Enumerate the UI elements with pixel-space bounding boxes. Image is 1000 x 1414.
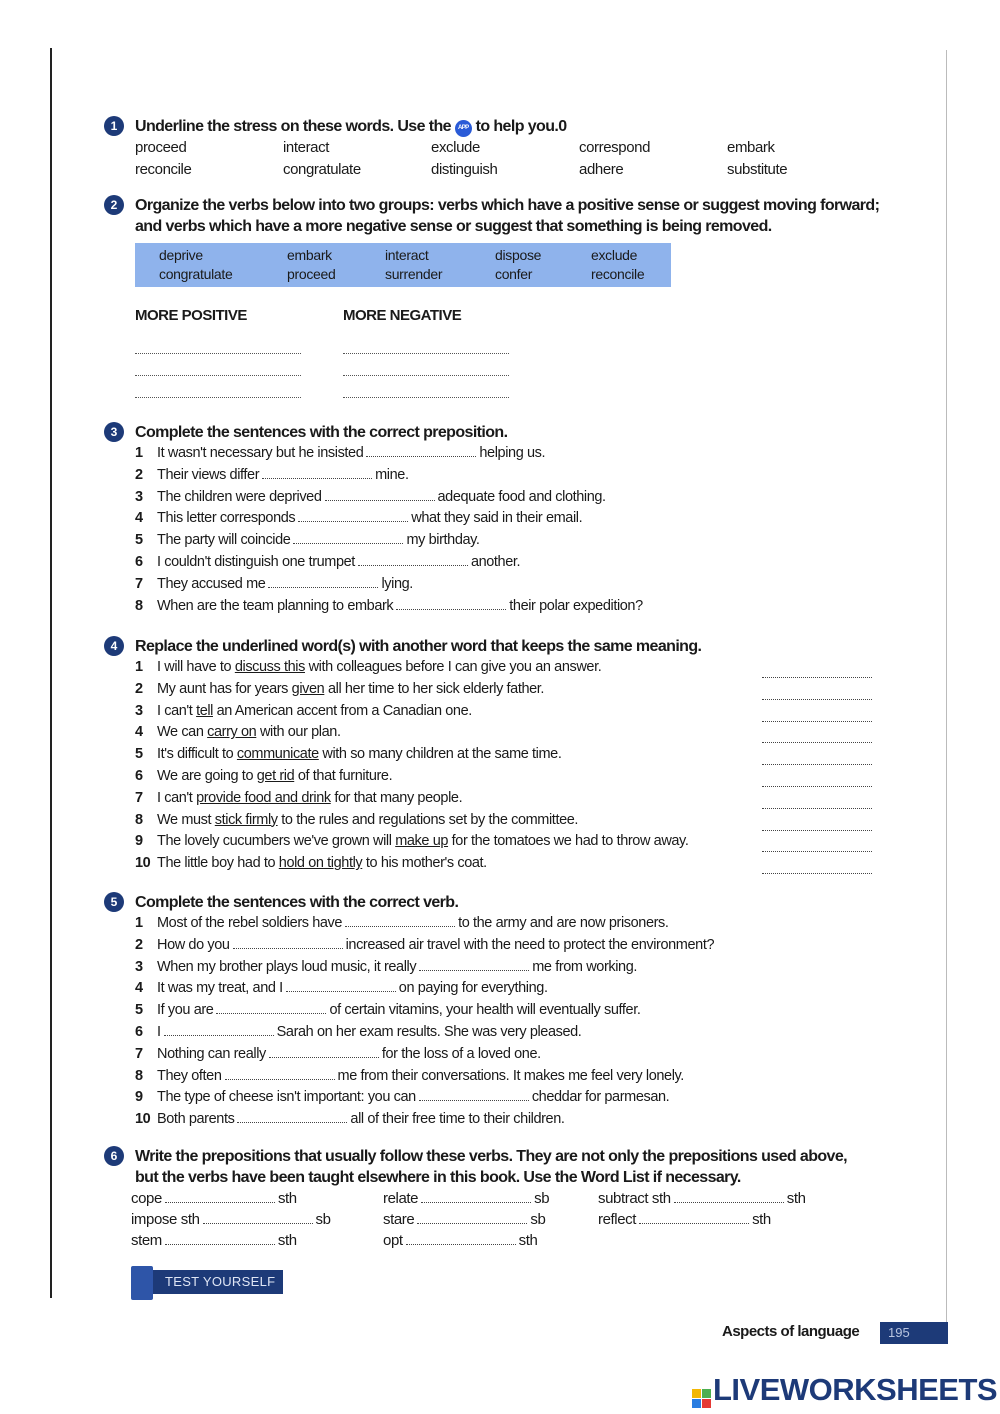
sentence-end: what they said in their email. (411, 510, 583, 527)
sentence-end: their polar expedition? (509, 597, 643, 614)
answer-line[interactable] (762, 687, 872, 700)
exercise-3 (104, 422, 884, 617)
sentence-item (135, 552, 884, 574)
answer-blank[interactable] (406, 1232, 516, 1245)
sentence-start: Both parents (157, 1111, 235, 1128)
sentence-end: with so many children at the same time. (318, 746, 562, 763)
underlined-phrase: discuss this (234, 659, 305, 675)
underlined-phrase: provide food and drink (196, 789, 331, 806)
sentence-item (135, 530, 884, 552)
item-number: 7 (135, 575, 143, 592)
sentence-item (135, 935, 884, 957)
answer-blank[interactable] (421, 1190, 531, 1203)
sentence-item (135, 722, 884, 744)
sentence-start: It wasn't necessary but he insisted (157, 445, 364, 461)
exercise-number: 6 (104, 1146, 124, 1166)
box-word: confer (495, 266, 533, 282)
answer-line[interactable] (762, 730, 872, 743)
sentence-end: my birthday. (406, 532, 480, 549)
sentence-end: to his mother's coat. (362, 855, 487, 872)
sentence-end: for that many people. (330, 789, 463, 806)
answer-line[interactable] (343, 376, 509, 398)
exercise-instruction: Replace the underlined word(s) with another word that keeps the same meaning. (135, 638, 702, 655)
answer-line[interactable] (762, 818, 872, 831)
sentence-start: The children were deprived (157, 488, 322, 505)
exercise-instruction: Complete the sentences with the correct preposition. (135, 424, 508, 441)
underlined-phrase: stick firmly (214, 811, 278, 828)
answer-blank[interactable] (417, 1211, 527, 1224)
item-number: 1 (135, 659, 143, 675)
sentence-start: When are the team planning to embark (157, 597, 394, 614)
verb: cope (131, 1190, 162, 1207)
item-number: 2 (135, 936, 143, 953)
sentence-item (135, 596, 884, 618)
sentence-item (135, 1022, 884, 1044)
sentence-end: me from their conversations. It makes me feel very lonely. (337, 1067, 684, 1084)
sentence-start: Their views differ (157, 466, 260, 483)
answer-blank[interactable] (216, 1001, 326, 1014)
sentence-item (135, 853, 884, 875)
sentence-end: of certain vitamins, your health will eventually suffer. (329, 1002, 641, 1019)
app-icon: APP (455, 120, 472, 137)
sentence-start: We are going to (157, 767, 257, 784)
right-border (946, 50, 947, 1330)
item-number: 5 (135, 746, 143, 763)
box-word: congratulate (159, 266, 233, 282)
verb-item (598, 1188, 858, 1209)
verb: reflect (598, 1211, 637, 1228)
sentence-item (135, 657, 884, 679)
sentence-start: We must (157, 811, 215, 828)
notebook-icon (131, 1266, 153, 1300)
answer-blank[interactable] (419, 958, 529, 971)
answer-blank[interactable] (293, 531, 403, 544)
sentence-start: They often (157, 1067, 222, 1084)
sentence-item (135, 1109, 884, 1131)
sentence-end: adequate food and clothing. (437, 488, 606, 505)
sentence-start: Nothing can really (157, 1045, 266, 1062)
sentence-item (135, 978, 884, 1000)
answer-line[interactable] (762, 796, 872, 809)
sentence-item (135, 1000, 884, 1022)
sentence-start: The party will coincide (157, 532, 291, 549)
exercise-4 (104, 636, 884, 875)
word: reconcile (135, 161, 192, 178)
object: sb (315, 1211, 331, 1228)
verb: stare (383, 1211, 415, 1228)
exercise-instruction: Write the prepositions that usually follow these verbs. They are not only the prepositions used above, but the verbs have been taught elsewhere in this book. Use the Word List if necessary. (135, 1148, 847, 1186)
underlined-phrase: get rid (256, 767, 295, 784)
item-number: 7 (135, 789, 143, 806)
answer-blank[interactable] (298, 509, 408, 522)
underlined-phrase: given (291, 680, 325, 697)
box-word: deprive (159, 247, 203, 263)
word: distinguish (431, 161, 498, 178)
answer-blank[interactable] (237, 1110, 347, 1123)
underlined-phrase: communicate (236, 746, 319, 763)
box-word: surrender (385, 266, 443, 282)
answer-blank[interactable] (225, 1067, 335, 1080)
verb-item (383, 1188, 598, 1209)
underlined-phrase: hold on tightly (278, 855, 363, 872)
negative-column (343, 307, 551, 398)
answer-blank[interactable] (325, 488, 435, 501)
verb-item (383, 1209, 598, 1230)
sentence-item (135, 574, 884, 596)
answer-line[interactable] (343, 332, 509, 354)
object: sb (530, 1211, 546, 1228)
answer-blank[interactable] (165, 1232, 275, 1245)
verb: impose sth (131, 1211, 200, 1228)
answer-line[interactable] (762, 861, 872, 874)
answer-blank[interactable] (165, 1190, 275, 1203)
object: sb (534, 1190, 550, 1207)
answer-line[interactable] (762, 709, 872, 722)
item-number: 7 (135, 1045, 143, 1062)
sentence-end: with our plan. (256, 724, 341, 741)
sentence-end: to the army and are now prisoners. (458, 915, 669, 931)
verb-item (598, 1209, 858, 1230)
liveworksheets-logo-icon (692, 1389, 711, 1408)
verb: relate (383, 1190, 419, 1207)
item-number: 5 (135, 1002, 143, 1019)
positive-column (135, 307, 343, 398)
object: sth (786, 1190, 806, 1207)
sentence-end: mine. (375, 466, 409, 483)
item-number: 9 (135, 833, 143, 850)
sentence-item (135, 1087, 884, 1109)
answer-blank[interactable] (419, 1088, 529, 1101)
item-number: 6 (135, 553, 143, 570)
item-number: 4 (135, 980, 143, 997)
item-number: 8 (135, 597, 143, 614)
word: substitute (727, 161, 788, 178)
sentence-end: cheddar for parmesan. (531, 1089, 670, 1106)
answer-blank[interactable] (366, 444, 476, 457)
sentence-end: on paying for everything. (398, 980, 548, 997)
box-word: exclude (591, 247, 638, 263)
item-number: 8 (135, 1067, 143, 1084)
exercise-instruction: Underline the stress on these words. Use the APP to help you.0 (135, 118, 567, 135)
word: exclude (431, 139, 480, 156)
exercise-instruction: Organize the verbs below into two groups: verbs which have a positive sense or suggest moving forward; and verbs which have a more negative sense or suggest that something is being removed. (135, 197, 880, 235)
left-border (50, 48, 52, 1298)
sentence-end: helping us. (479, 445, 546, 461)
answer-line[interactable] (762, 774, 872, 787)
sentence-start: My aunt has for years (157, 680, 292, 697)
sentence-item (135, 443, 884, 465)
word: correspond (579, 139, 651, 156)
underlined-phrase: make up (395, 833, 449, 850)
sentence-end: all of their free time to their children. (350, 1111, 565, 1128)
sentence-start: The lovely cucumbers we've grown will (157, 833, 396, 850)
object: sth (518, 1232, 538, 1249)
item-number: 4 (135, 510, 143, 527)
answer-blank[interactable] (358, 553, 468, 566)
exercise-1 (104, 116, 884, 181)
sentence-item (135, 701, 884, 723)
sentence-item (135, 957, 884, 979)
item-number: 9 (135, 1089, 143, 1106)
exercise-number: 2 (104, 195, 124, 215)
answer-line[interactable] (762, 665, 872, 678)
answer-blank[interactable] (164, 1023, 274, 1036)
sentence-start: How do you (157, 936, 230, 953)
item-number: 4 (135, 724, 143, 741)
box-word: dispose (495, 247, 542, 263)
sentence-start: Most of the rebel soldiers have (157, 915, 343, 931)
sentence-item (135, 508, 884, 530)
answer-line[interactable] (343, 354, 509, 376)
sentence-start: This letter corresponds (157, 510, 296, 527)
answer-blank[interactable] (268, 575, 378, 588)
sentence-start: I (157, 1023, 161, 1040)
answer-line[interactable] (135, 354, 301, 376)
sentence-end: an American accent from a Canadian one. (213, 702, 472, 719)
object: sth (277, 1190, 297, 1207)
sentence-end: with colleagues before I can give you an answer. (304, 659, 602, 675)
sentence-start: We can (157, 724, 208, 741)
sentence-start: The little boy had to (157, 855, 279, 872)
box-word: embark (287, 247, 332, 263)
item-number: 3 (135, 488, 143, 505)
object: sth (277, 1232, 297, 1249)
answer-line[interactable] (135, 376, 301, 398)
exercise-number: 4 (104, 636, 124, 656)
sentence-item (135, 465, 884, 487)
item-number: 10 (135, 1111, 151, 1128)
verb-item (383, 1230, 598, 1251)
answer-line[interactable] (762, 752, 872, 765)
verb: opt (383, 1232, 403, 1249)
sentence-end: lying. (381, 575, 413, 592)
object: sth (752, 1211, 771, 1228)
item-number: 3 (135, 702, 143, 719)
answer-blank[interactable] (233, 936, 343, 949)
item-number: 5 (135, 532, 143, 549)
answer-blank[interactable] (269, 1045, 379, 1058)
sentence-start: I can't (157, 702, 197, 719)
sentence-end: Sarah on her exam results. She was very pleased. (276, 1023, 582, 1040)
sentence-item (135, 1044, 884, 1066)
item-number: 8 (135, 811, 143, 828)
exercise-number: 1 (104, 116, 124, 136)
sentence-start: They accused me (157, 575, 266, 592)
answer-line[interactable] (762, 839, 872, 852)
sentence-end: for the loss of a loved one. (381, 1045, 541, 1062)
exercise-number: 5 (104, 892, 124, 912)
page-number: 195 (880, 1322, 948, 1344)
word-box (135, 243, 671, 287)
exercise-6 (104, 1146, 864, 1251)
answer-blank[interactable] (345, 914, 455, 927)
item-number: 1 (135, 445, 143, 461)
exercise-instruction: Complete the sentences with the correct verb. (135, 894, 459, 911)
item-number: 1 (135, 915, 143, 931)
answer-blank[interactable] (674, 1190, 784, 1203)
word: embark (727, 139, 775, 156)
verb: stem (131, 1232, 162, 1249)
exercise-5 (104, 892, 884, 1131)
column-heading: MORE POSITIVE (135, 307, 247, 324)
answer-blank[interactable] (286, 979, 396, 992)
sentence-start: I will have to (157, 659, 235, 675)
footer-section-title: Aspects of language (722, 1323, 860, 1340)
sentence-item (135, 679, 884, 701)
answer-blank[interactable] (262, 466, 372, 479)
test-yourself-banner: TEST YOURSELF (131, 1266, 283, 1298)
item-number: 3 (135, 958, 143, 975)
verb: subtract sth (598, 1190, 671, 1207)
sentence-item (135, 810, 884, 832)
answer-blank[interactable] (203, 1211, 313, 1224)
exercise-2 (104, 195, 884, 398)
sentence-end: to the rules and regulations set by the committee. (277, 811, 579, 828)
sentence-start: I couldn't distinguish one trumpet (157, 553, 355, 570)
box-word: reconcile (591, 266, 645, 282)
exercise-number: 3 (104, 422, 124, 442)
verb-item (131, 1230, 383, 1251)
liveworksheets-watermark: LIVEWORKSHEETS (692, 1372, 997, 1408)
answer-blank[interactable] (639, 1211, 749, 1224)
sentence-start: When my brother plays loud music, it really (157, 958, 417, 975)
sentence-start: I can't (157, 789, 197, 806)
answer-blank[interactable] (396, 597, 506, 610)
item-number: 2 (135, 466, 143, 483)
sentence-end: for the tomatoes we had to throw away. (448, 833, 689, 850)
answer-line[interactable] (135, 332, 301, 354)
underlined-phrase: carry on (207, 724, 257, 741)
sentence-item (135, 788, 884, 810)
sentence-start: It's difficult to (157, 746, 237, 763)
word: congratulate (283, 161, 361, 178)
box-word: interact (385, 247, 429, 263)
sentence-item (135, 744, 884, 766)
item-number: 2 (135, 680, 143, 697)
sentence-end: another. (470, 553, 521, 570)
sentence-item (135, 1066, 884, 1088)
box-word: proceed (287, 266, 336, 282)
sentence-end: increased air travel with the need to protect the environment? (345, 936, 715, 953)
sentence-start: If you are (157, 1002, 214, 1019)
sentence-start: It was my treat, and I (157, 980, 283, 997)
word: proceed (135, 139, 187, 156)
sentence-end: all her time to her sick elderly father. (324, 680, 545, 697)
sentence-start: The type of cheese isn't important: you can (157, 1089, 416, 1106)
column-heading: MORE NEGATIVE (343, 307, 462, 324)
underlined-phrase: tell (196, 702, 213, 719)
sentence-end: me from working. (532, 958, 638, 975)
item-number: 6 (135, 1023, 143, 1040)
word: interact (283, 139, 329, 156)
verb-item (131, 1209, 383, 1230)
word: adhere (579, 161, 624, 178)
item-number: 10 (135, 855, 151, 872)
sentence-item (135, 487, 884, 509)
item-number: 6 (135, 767, 143, 784)
sentence-end: of that furniture. (294, 767, 393, 784)
sentence-item (135, 913, 884, 935)
verb-item (131, 1188, 383, 1209)
word-list (135, 137, 884, 181)
sentence-item (135, 831, 884, 853)
sentence-item (135, 766, 884, 788)
